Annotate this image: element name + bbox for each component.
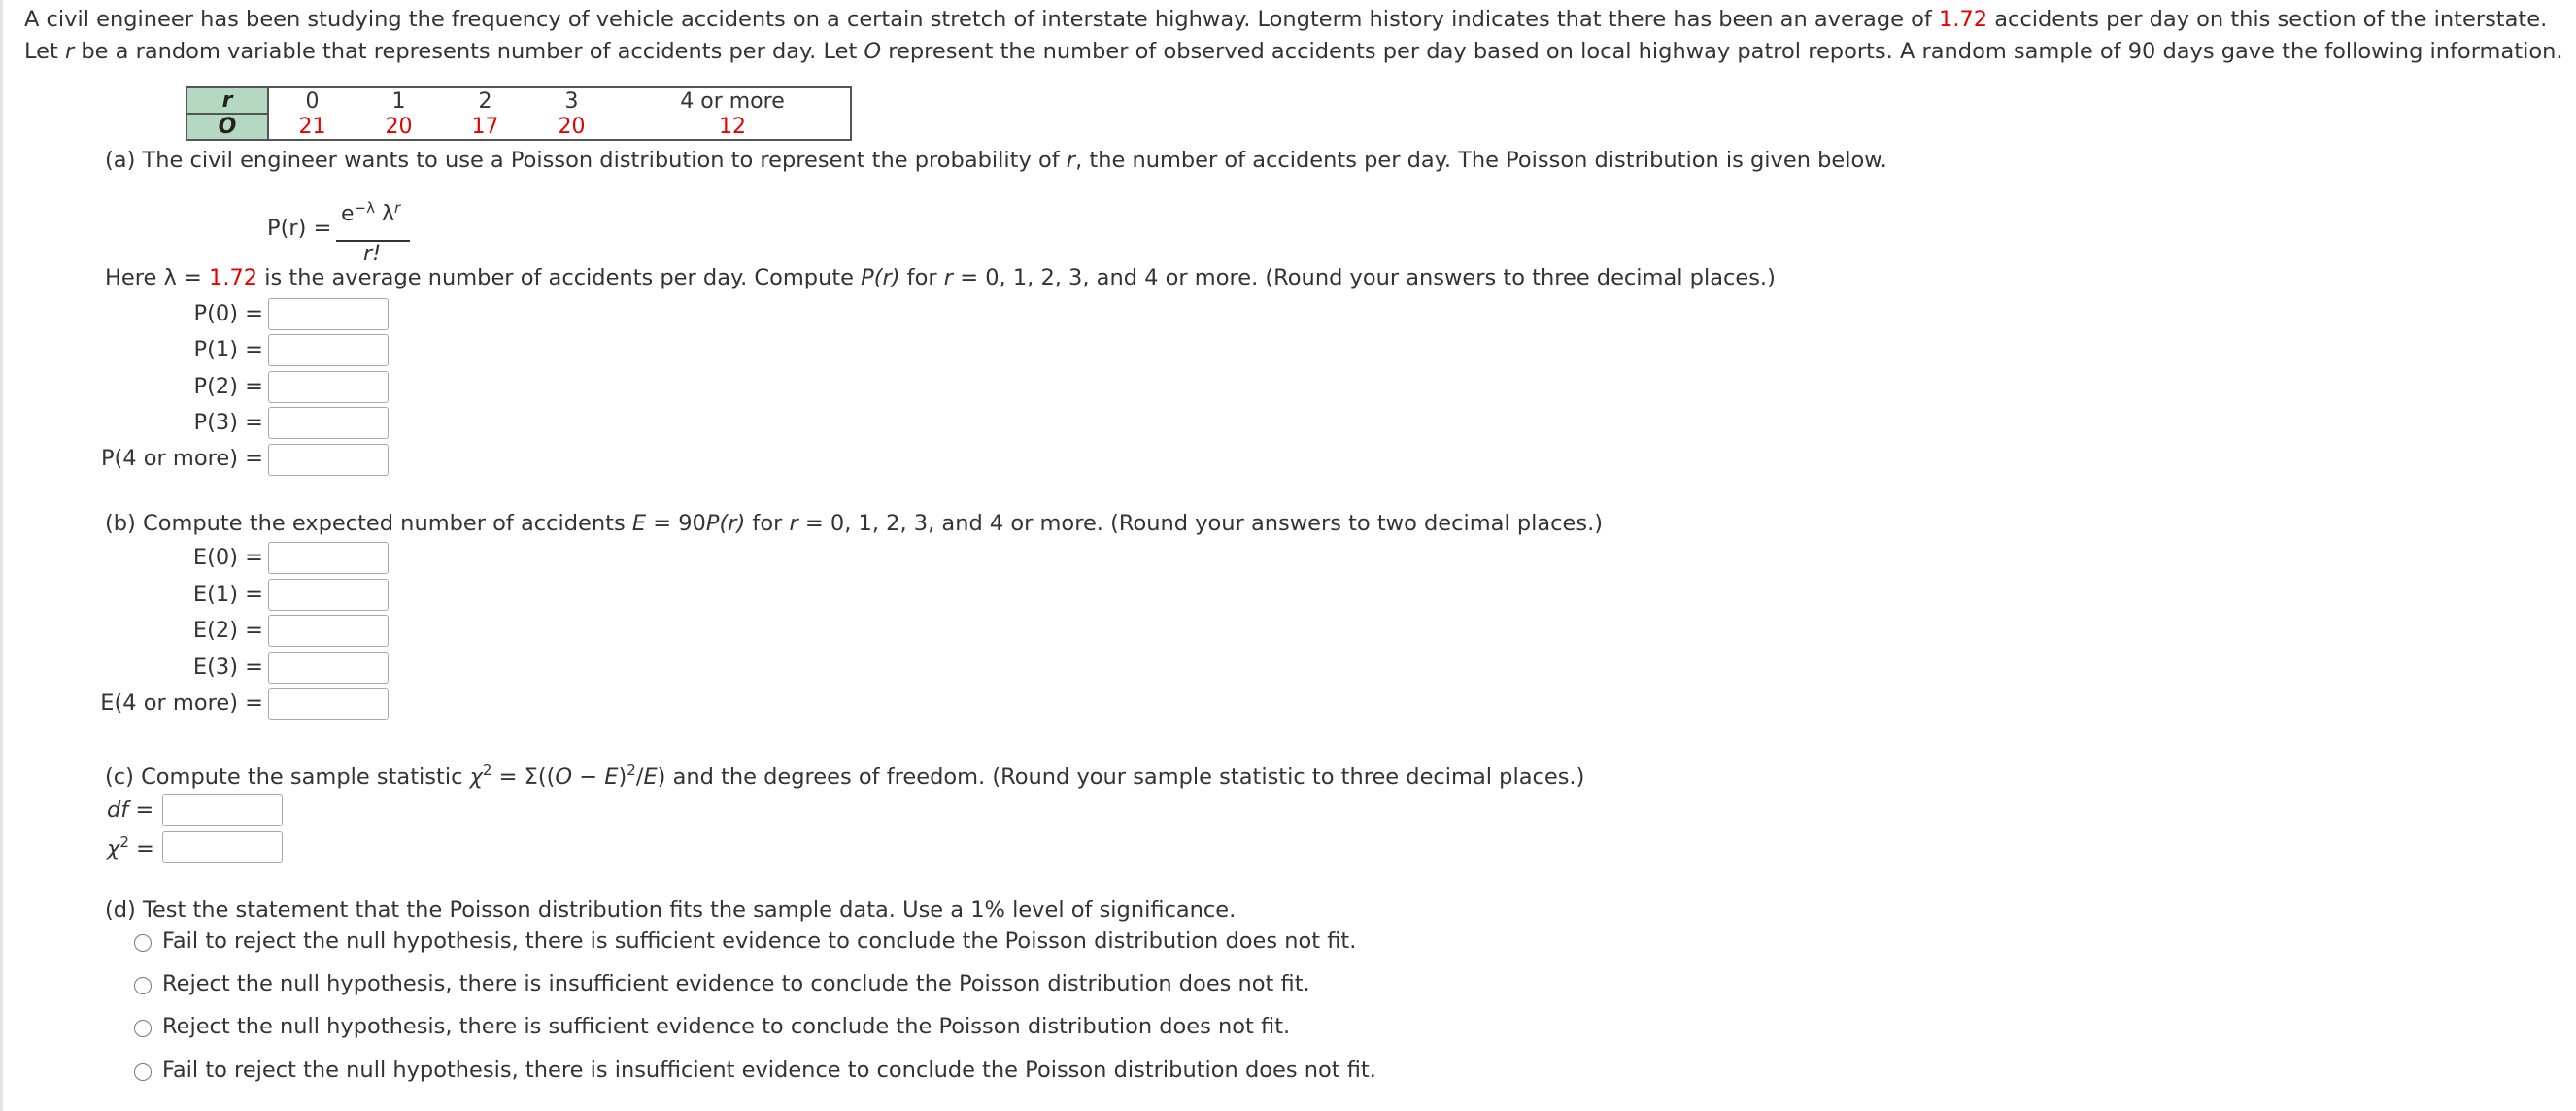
- table-cell: 17: [442, 114, 528, 140]
- table-header-o: O: [186, 114, 268, 140]
- poisson-formula-denominator: r!: [363, 241, 382, 266]
- poisson-formula-numerator: $e^{-\lambda}$ $\lambda^r$: [341, 199, 401, 226]
- label-p3: P(3) =: [193, 410, 263, 435]
- table-cell: 20: [528, 114, 615, 140]
- radio-option-3[interactable]: [134, 1020, 152, 1037]
- radio-option-2[interactable]: [134, 977, 152, 994]
- part-c-prompt: (c) Compute the sample statistic $\chi^2 = \Sigma((O - E)^2/E)$ and the degrees of freedom. (Round your sample statistic to three decimal places.): [105, 761, 1585, 790]
- table-cell: 21: [268, 114, 356, 140]
- table-cell: 20: [356, 114, 442, 140]
- option-2-label[interactable]: Reject the null hypothesis, there is insufficient evidence to conclude the Poisson distribution does not fit.: [162, 971, 1310, 996]
- option-3-label[interactable]: Reject the null hypothesis, there is sufficient evidence to conclude the Poisson distribution does not fit.: [162, 1014, 1291, 1039]
- table-header-r: r: [186, 87, 268, 114]
- p3-input[interactable]: [268, 407, 389, 439]
- table-row-o: [186, 114, 851, 140]
- label-chi-square: $\chi^2$ =: [107, 833, 154, 861]
- table-row-r: [186, 87, 851, 114]
- table-cell: 4 or more: [615, 87, 851, 114]
- lambda-value: 1.72: [1938, 7, 1988, 32]
- label-p0: P(0) =: [193, 301, 263, 326]
- label-e3: E(3) =: [192, 655, 263, 680]
- label-df: df =: [107, 797, 154, 823]
- label-e4-or-more: E(4 or more) =: [100, 690, 263, 716]
- p2-input[interactable]: [268, 371, 389, 403]
- part-d-prompt: (d) Test the statement that the Poisson distribution fits the sample data. Use a 1% level of significance.: [105, 897, 1237, 923]
- table-cell: 12: [615, 114, 851, 140]
- problem-intro: A civil engineer has been studying the frequency of vehicle accidents on a certain stretch of interstate highway. Longterm history indicates that there has been an average of 1.72 accidents per day on this section of the interstate. Let r be a random variable that represents number of accidents per day. Let O represent the number of observed accidents per day based on local highway patrol reports. A random sample of 90 days gave the following information.: [24, 7, 2563, 64]
- radio-option-4[interactable]: [134, 1063, 152, 1081]
- part-a-prompt: (a) The civil engineer wants to use a Poisson distribution to represent the probability of r, the number of accidents per day. The Poisson distribution is given below.: [105, 148, 1887, 173]
- part-a-instructions: Here λ = 1.72 is the average number of accidents per day. Compute P(r) for r = 0, 1, 2, 3, and 4 or more. (Round your answers to three decimal places.): [105, 265, 1776, 290]
- p0-input[interactable]: [268, 298, 389, 330]
- left-border: [0, 0, 3, 1111]
- observation-table: [186, 86, 852, 141]
- e2-input[interactable]: [268, 615, 389, 647]
- label-e1: E(1) =: [192, 582, 263, 607]
- label-p2: P(2) =: [193, 374, 263, 399]
- p1-input[interactable]: [268, 334, 389, 366]
- table-cell: 0: [268, 87, 356, 114]
- option-1-label[interactable]: Fail to reject the null hypothesis, there is sufficient evidence to conclude the Poisson distribution does not fit.: [162, 928, 1357, 954]
- table-cell: 2: [442, 87, 528, 114]
- label-p4-or-more: P(4 or more) =: [100, 446, 263, 471]
- option-4-label[interactable]: Fail to reject the null hypothesis, there is insufficient evidence to conclude the Poisson distribution does not fit.: [162, 1058, 1376, 1083]
- e1-input[interactable]: [268, 579, 389, 611]
- table-cell: 1: [356, 87, 442, 114]
- e0-input[interactable]: [268, 542, 389, 574]
- e3-input[interactable]: [268, 652, 389, 684]
- label-p1: P(1) =: [193, 337, 263, 362]
- label-e2: E(2) =: [192, 618, 263, 643]
- label-e0: E(0) =: [192, 545, 263, 570]
- part-b-prompt: (b) Compute the expected number of accidents E = 90P(r) for r = 0, 1, 2, 3, and 4 or more. (Round your answers to two decimal places.): [105, 511, 1604, 536]
- chi-square-input[interactable]: [162, 831, 283, 863]
- radio-option-1[interactable]: [134, 934, 152, 952]
- df-input[interactable]: [162, 794, 283, 826]
- table-cell: 3: [528, 87, 615, 114]
- p4-or-more-input[interactable]: [268, 444, 389, 476]
- poisson-formula-lhs: P(r) =: [267, 216, 332, 241]
- e4-or-more-input[interactable]: [268, 688, 389, 720]
